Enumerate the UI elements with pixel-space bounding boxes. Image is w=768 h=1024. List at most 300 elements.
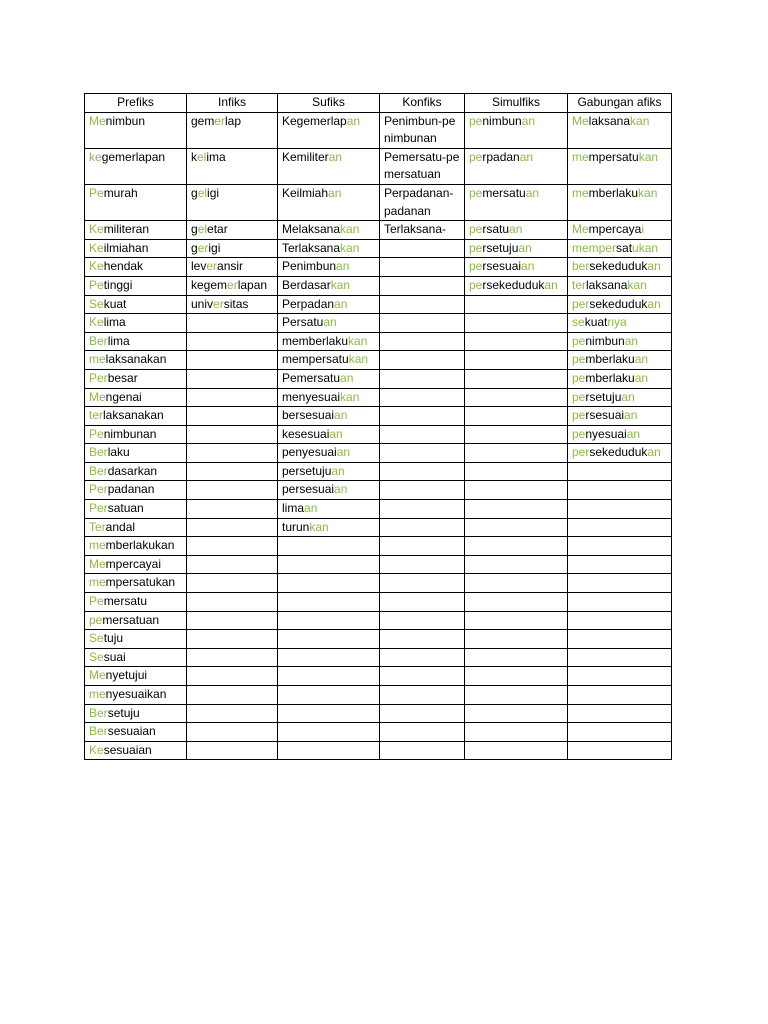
root-segment: mersatu: [482, 185, 526, 200]
table-cell-konfiks: [380, 369, 465, 388]
table-row: [85, 537, 672, 556]
table-row: [85, 611, 672, 630]
table-cell-gabungan-afiks: [568, 630, 672, 649]
affix-segment: me: [89, 538, 106, 553]
affix-segment: me: [89, 687, 106, 701]
table-cell-gabungan-afiks: [568, 741, 672, 760]
table-cell-konfiks: [380, 704, 465, 723]
root-segment: memberlaku: [282, 333, 349, 348]
table-cell-gabungan-afiks: [568, 704, 672, 723]
affix-segment: Me: [89, 556, 106, 571]
root-segment: lima: [107, 333, 130, 348]
table-cell-simulfiks: [465, 686, 568, 705]
table-row: [85, 112, 672, 148]
root-segment: rsetuju: [482, 240, 519, 255]
table-cell-konfiks: [380, 184, 465, 220]
table-cell-konfiks: [380, 258, 465, 277]
root-segment: laksanakan: [103, 408, 164, 423]
affix-segment: an: [329, 426, 343, 441]
root-segment: mberlaku: [588, 185, 639, 200]
root-segment: nyesuai: [585, 426, 627, 441]
affix-segment: ter: [89, 408, 104, 423]
affix-segment: Ber: [89, 333, 108, 348]
affix-segment: kan: [309, 519, 329, 534]
table-cell-simulfiks: [465, 723, 568, 742]
table-cell-infiks: [187, 537, 278, 556]
col-header-infiks: Infiks: [187, 94, 278, 113]
table-cell-simulfiks: [465, 704, 568, 723]
affix-segment: Me: [572, 113, 589, 128]
root-segment: ansir: [217, 259, 244, 274]
table-cell-sufiks: [278, 112, 380, 148]
table-cell-konfiks: [380, 276, 465, 295]
table-cell-infiks: [187, 351, 278, 370]
table-cell-infiks: [187, 593, 278, 612]
table-cell-simulfiks: [465, 574, 568, 593]
affix-segment: an: [331, 463, 345, 478]
table-cell-sufiks: [278, 723, 380, 742]
root-segment: murah: [103, 185, 138, 200]
table-cell-sufiks: [278, 369, 380, 388]
table-row: [85, 686, 672, 705]
root-segment: mberlaku: [585, 352, 635, 367]
affix-segment: Ber: [89, 463, 108, 478]
affix-segment: pe: [572, 352, 586, 367]
table-cell-simulfiks: [465, 481, 568, 500]
table-cell-prefiks: [85, 444, 187, 463]
affix-segment: pe: [572, 426, 586, 441]
root-segment: rsesuai: [585, 408, 625, 423]
table-cell-sufiks: [278, 555, 380, 574]
table-cell-infiks: [187, 184, 278, 220]
root-segment: igi: [208, 240, 221, 255]
table-row: [85, 518, 672, 537]
affix-segment: Se: [89, 631, 104, 646]
table-cell-gabungan-afiks: [568, 239, 672, 258]
root-segment: suai: [103, 649, 126, 664]
affix-segment: er: [213, 296, 224, 311]
table-cell-konfiks: [380, 537, 465, 556]
affix-segment: kan: [630, 113, 650, 128]
table-cell-sufiks: [278, 351, 380, 370]
root-segment: laku: [107, 445, 130, 460]
root-segment: kegem: [191, 277, 228, 292]
root-segment: Perpadan: [282, 296, 335, 311]
table-cell-gabungan-afiks: [568, 686, 672, 705]
table-cell-sufiks: [278, 258, 380, 277]
affix-segment: Pe: [89, 185, 104, 200]
table-row: [85, 276, 672, 295]
table-cell-konfiks: [380, 407, 465, 426]
affix-segment: me: [89, 575, 106, 590]
table-cell-sufiks: [278, 276, 380, 295]
table-cell-konfiks: [380, 500, 465, 519]
root-segment: Terlaksana: [282, 240, 341, 255]
affix-segment: pe: [469, 259, 483, 274]
affix-segment: nya: [607, 315, 627, 330]
table-cell-prefiks: [85, 369, 187, 388]
table-cell-konfiks: [380, 630, 465, 649]
affix-segment: kan: [348, 333, 368, 348]
table-cell-simulfiks: [465, 276, 568, 295]
table-cell-gabungan-afiks: [568, 314, 672, 333]
root-segment: rsatu: [482, 222, 510, 237]
root-segment: Keilmiah: [282, 185, 329, 200]
affix-segment: per: [572, 445, 590, 460]
affix-segment: kan: [340, 389, 360, 404]
table-cell-konfiks: [380, 295, 465, 314]
table-cell-prefiks: [85, 704, 187, 723]
table-cell-infiks: [187, 574, 278, 593]
root-segment: Penimbun: [282, 259, 337, 274]
root-segment: tinggi: [103, 277, 133, 292]
table-cell-simulfiks: [465, 555, 568, 574]
table-cell-gabungan-afiks: [568, 276, 672, 295]
table-cell-simulfiks: [465, 500, 568, 519]
affix-segment: me: [89, 352, 106, 367]
root-segment: igi: [207, 185, 220, 200]
affix-segment: an: [334, 408, 348, 423]
root-segment: Pemersatu-pemersatuan: [384, 149, 460, 182]
table-cell-simulfiks: [465, 611, 568, 630]
table-cell-gabungan-afiks: [568, 500, 672, 519]
affix-segment: an: [328, 149, 343, 164]
table-cell-gabungan-afiks: [568, 667, 672, 686]
table-cell-gabungan-afiks: [568, 555, 672, 574]
table-cell-sufiks: [278, 388, 380, 407]
affix-segment: Ke: [89, 742, 104, 757]
root-segment: Melaksana: [282, 222, 341, 237]
root-segment: mberlaku: [585, 370, 635, 385]
table-cell-gabungan-afiks: [568, 184, 672, 220]
root-segment: satuan: [107, 501, 144, 516]
table-cell-sufiks: [278, 518, 380, 537]
table-row: [85, 425, 672, 444]
table-cell-prefiks: [85, 555, 187, 574]
table-cell-konfiks: [380, 723, 465, 742]
table-cell-konfiks: [380, 444, 465, 463]
table-cell-gabungan-afiks: [568, 112, 672, 148]
table-cell-simulfiks: [465, 407, 568, 426]
affix-segment: pe: [89, 612, 103, 627]
table-cell-infiks: [187, 723, 278, 742]
affix-segment: kan: [348, 352, 369, 367]
table-cell-konfiks: [380, 239, 465, 258]
table-cell-infiks: [187, 407, 278, 426]
affix-segment: Ber: [89, 724, 108, 739]
affix-segment: er: [206, 259, 218, 274]
table-cell-gabungan-afiks: [568, 518, 672, 537]
table-row: [85, 704, 672, 723]
root-segment: rpadan: [482, 149, 520, 164]
table-cell-sufiks: [278, 611, 380, 630]
table-cell-simulfiks: [465, 369, 568, 388]
table-cell-sufiks: [278, 500, 380, 519]
affix-segment: an: [624, 333, 639, 348]
affix-segment: pe: [572, 389, 586, 404]
affix-segment: Ke: [89, 222, 104, 237]
affix-segment: Me: [89, 113, 106, 128]
table-row: [85, 500, 672, 519]
table-cell-gabungan-afiks: [568, 462, 672, 481]
root-segment: Persatu: [282, 315, 324, 330]
root-segment: laksana: [588, 113, 631, 128]
root-segment: nimbunan: [103, 426, 157, 441]
table-cell-prefiks: [85, 667, 187, 686]
table-cell-gabungan-afiks: [568, 388, 672, 407]
affix-segment: Ter: [89, 519, 106, 534]
table-cell-prefiks: [85, 332, 187, 351]
table-cell-gabungan-afiks: [568, 332, 672, 351]
root-segment: militeran: [103, 222, 150, 237]
root-segment: mpercaya: [588, 222, 642, 237]
table-cell-simulfiks: [465, 462, 568, 481]
table-cell-infiks: [187, 648, 278, 667]
table-cell-prefiks: [85, 537, 187, 556]
affix-segment: an: [336, 445, 351, 460]
root-segment: g: [191, 222, 198, 237]
affix-segment: Me: [89, 389, 106, 404]
affix-segment: an: [647, 259, 661, 274]
table-cell-infiks: [187, 112, 278, 148]
table-row: [85, 667, 672, 686]
table-cell-infiks: [187, 667, 278, 686]
affix-segment: Per: [89, 501, 108, 516]
table-cell-gabungan-afiks: [568, 723, 672, 742]
root-segment: g: [191, 240, 198, 255]
root-segment: etar: [207, 222, 228, 237]
table-cell-sufiks: [278, 593, 380, 612]
table-cell-konfiks: [380, 667, 465, 686]
root-segment: sekeduduk: [589, 259, 648, 274]
root-segment: lap: [225, 113, 242, 128]
affix-segment: kan: [638, 185, 658, 200]
root-segment: gem: [191, 113, 215, 128]
root-segment: tuju: [103, 631, 124, 646]
root-segment: rsetuju: [585, 389, 622, 404]
table-cell-prefiks: [85, 314, 187, 333]
table-cell-konfiks: [380, 593, 465, 612]
table-cell-konfiks: [380, 388, 465, 407]
table-row: [85, 388, 672, 407]
root-segment: kesesuai: [282, 426, 330, 441]
table-cell-prefiks: [85, 462, 187, 481]
root-segment: Perpadanan-padanan: [384, 185, 454, 218]
affix-segment: el: [197, 149, 207, 164]
table-cell-simulfiks: [465, 239, 568, 258]
table-cell-simulfiks: [465, 648, 568, 667]
root-segment: rsekeduduk: [482, 277, 545, 292]
table-cell-simulfiks: [465, 314, 568, 333]
affix-segment: Se: [89, 649, 104, 664]
table-cell-sufiks: [278, 444, 380, 463]
table-cell-simulfiks: [465, 184, 568, 220]
root-segment: laksana: [586, 277, 628, 292]
table-cell-gabungan-afiks: [568, 611, 672, 630]
table-cell-infiks: [187, 332, 278, 351]
root-segment: Kemiliter: [282, 149, 329, 164]
affix-segment: er: [227, 277, 238, 292]
root-segment: sitas: [223, 296, 249, 311]
table-row: [85, 332, 672, 351]
table-cell-sufiks: [278, 221, 380, 240]
table-cell-simulfiks: [465, 630, 568, 649]
root-segment: mersatu: [103, 594, 148, 609]
affix-segment: an: [647, 445, 661, 460]
affix-segment: Ber: [89, 705, 108, 720]
root-segment: k: [191, 149, 197, 164]
table-cell-konfiks: [380, 314, 465, 333]
affix-segment: pe: [572, 408, 586, 423]
col-header-sufiks: Sufiks: [278, 94, 380, 113]
affix-segment: kan: [638, 149, 659, 164]
root-segment: g: [191, 185, 198, 200]
table-cell-konfiks: [380, 148, 465, 184]
table-cell-prefiks: [85, 184, 187, 220]
root-segment: nimbun: [482, 113, 522, 128]
table-row: [85, 351, 672, 370]
affix-segment: kan: [340, 240, 360, 255]
table-cell-prefiks: [85, 407, 187, 426]
table-cell-sufiks: [278, 481, 380, 500]
root-segment: besar: [107, 370, 138, 385]
affix-segment: Ke: [89, 259, 104, 274]
table-cell-sufiks: [278, 686, 380, 705]
affix-segment: i: [641, 222, 645, 237]
root-segment: nyesuaikan: [105, 687, 167, 701]
table-cell-prefiks: [85, 518, 187, 537]
affix-segment: an: [340, 370, 354, 385]
table-cell-prefiks: [85, 741, 187, 760]
table-cell-sufiks: [278, 648, 380, 667]
table-cell-infiks: [187, 258, 278, 277]
root-segment: sesuaian: [103, 742, 152, 757]
table-row: [85, 221, 672, 240]
root-segment: hendak: [103, 259, 144, 274]
table-row: [85, 574, 672, 593]
table-cell-sufiks: [278, 630, 380, 649]
table-cell-konfiks: [380, 611, 465, 630]
affix-table: [84, 93, 672, 760]
table-cell-prefiks: [85, 276, 187, 295]
root-segment: rsesuai: [482, 259, 522, 274]
root-segment: Penimbun-penimbunan: [384, 113, 456, 146]
table-cell-prefiks: [85, 611, 187, 630]
table-row: [85, 723, 672, 742]
root-segment: andal: [105, 519, 136, 534]
root-segment: kuat: [103, 296, 127, 311]
affix-segment: ter: [572, 277, 587, 292]
affix-segment: ukan: [632, 240, 659, 255]
table-cell-gabungan-afiks: [568, 221, 672, 240]
table-cell-sufiks: [278, 667, 380, 686]
table-cell-konfiks: [380, 741, 465, 760]
root-segment: turun: [282, 519, 310, 534]
affix-segment: Ke: [89, 315, 104, 330]
root-segment: persetuju: [282, 463, 332, 478]
table-cell-infiks: [187, 686, 278, 705]
table-cell-sufiks: [278, 332, 380, 351]
table-cell-prefiks: [85, 686, 187, 705]
root-segment: kuat: [584, 315, 608, 330]
table-row: [85, 444, 672, 463]
table-row: [85, 555, 672, 574]
affix-segment: Pe: [89, 594, 104, 609]
root-segment: Terlaksana-: [384, 222, 447, 237]
table-cell-infiks: [187, 369, 278, 388]
table-cell-simulfiks: [465, 667, 568, 686]
affix-segment: per: [572, 296, 590, 311]
table-cell-gabungan-afiks: [568, 295, 672, 314]
affix-segment: memper: [572, 240, 617, 255]
table-cell-konfiks: [380, 351, 465, 370]
root-segment: dasarkan: [107, 463, 158, 478]
root-segment: sesuaian: [107, 724, 156, 739]
table-cell-infiks: [187, 276, 278, 295]
table-cell-konfiks: [380, 112, 465, 148]
affix-segment: ber: [572, 259, 590, 274]
affix-segment: Me: [89, 668, 106, 683]
root-segment: padanan: [107, 482, 155, 497]
table-cell-konfiks: [380, 574, 465, 593]
table-cell-gabungan-afiks: [568, 574, 672, 593]
table-row: [85, 369, 672, 388]
root-segment: Pemersatu: [282, 370, 341, 385]
table-cell-gabungan-afiks: [568, 425, 672, 444]
table-cell-sufiks: [278, 407, 380, 426]
table-cell-konfiks: [380, 648, 465, 667]
root-segment: mpersatukan: [105, 575, 176, 590]
table-cell-infiks: [187, 741, 278, 760]
table-cell-simulfiks: [465, 351, 568, 370]
affix-segment: me: [572, 185, 589, 200]
table-row: [85, 630, 672, 649]
table-cell-infiks: [187, 704, 278, 723]
table-cell-simulfiks: [465, 593, 568, 612]
table-cell-simulfiks: [465, 444, 568, 463]
table-cell-prefiks: [85, 148, 187, 184]
affix-segment: an: [509, 222, 523, 237]
table-cell-sufiks: [278, 314, 380, 333]
table-cell-simulfiks: [465, 425, 568, 444]
table-cell-infiks: [187, 221, 278, 240]
table-cell-infiks: [187, 518, 278, 537]
affix-segment: Per: [89, 370, 108, 385]
table-cell-gabungan-afiks: [568, 258, 672, 277]
affix-segment: an: [334, 482, 348, 497]
table-cell-prefiks: [85, 239, 187, 258]
affix-segment: el: [197, 185, 208, 200]
affix-segment: kan: [340, 222, 360, 237]
affix-segment: Ke: [89, 240, 104, 255]
table-cell-infiks: [187, 444, 278, 463]
root-segment: mpersatu: [588, 149, 639, 164]
affix-segment: an: [336, 259, 350, 274]
root-segment: bersesuai: [282, 408, 335, 423]
table-cell-prefiks: [85, 481, 187, 500]
table-cell-infiks: [187, 555, 278, 574]
table-cell-infiks: [187, 425, 278, 444]
table-cell-sufiks: [278, 295, 380, 314]
root-segment: gemerlapan: [101, 149, 166, 164]
table-cell-prefiks: [85, 574, 187, 593]
affix-segment: se: [572, 315, 585, 330]
affix-segment: an: [346, 113, 361, 128]
table-cell-prefiks: [85, 388, 187, 407]
root-segment: menyesuai: [282, 389, 341, 404]
table-cell-prefiks: [85, 723, 187, 742]
table-cell-simulfiks: [465, 258, 568, 277]
